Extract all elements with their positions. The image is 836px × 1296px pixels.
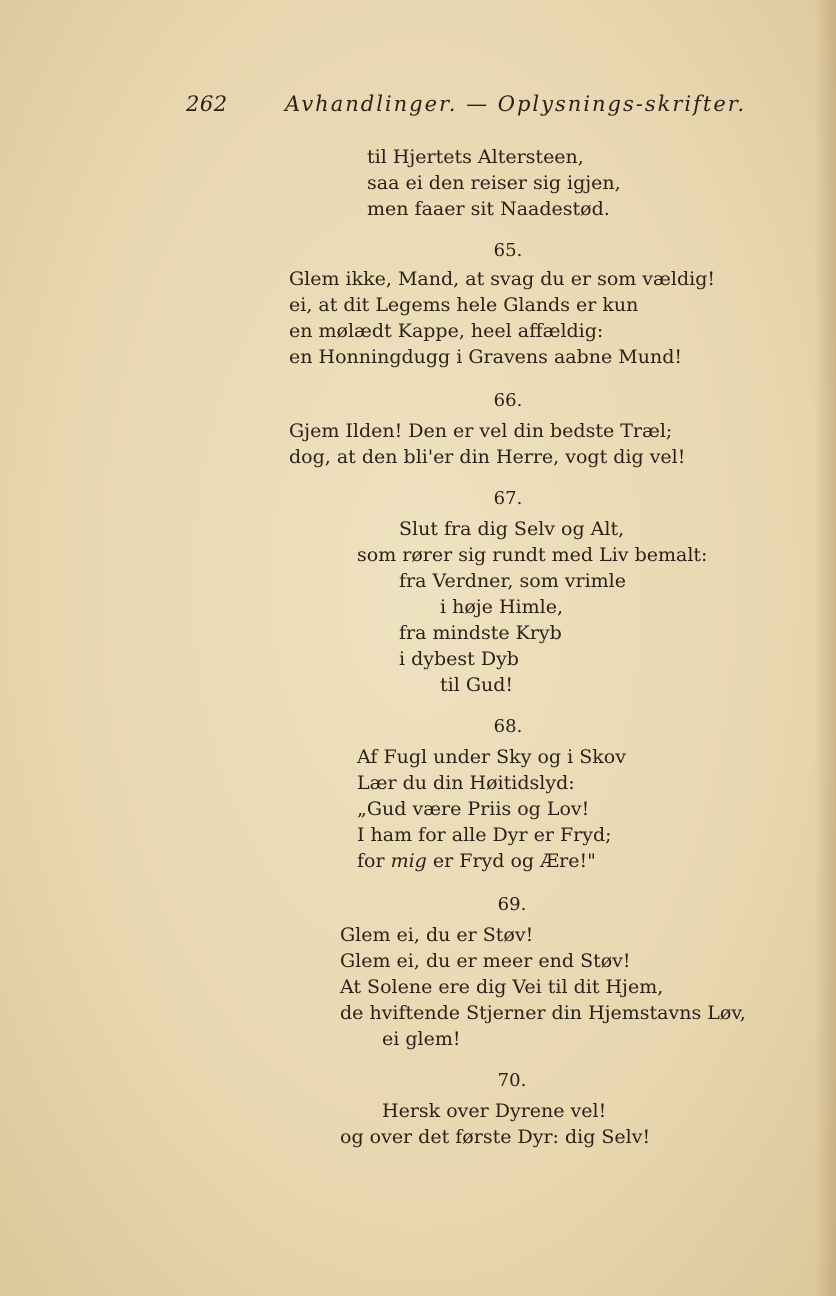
page-number: 262 bbox=[186, 92, 228, 116]
poem-line: ei, at dit Legems hele Glands er kun bbox=[289, 294, 639, 316]
poem-line: og over det første Dyr: dig Selv! bbox=[340, 1126, 651, 1148]
page-edge-shadow bbox=[814, 0, 836, 1296]
poem-line: til Hjertets Altersteen, bbox=[367, 146, 584, 168]
poem-line: en Honningdugg i Gravens aabne Mund! bbox=[289, 346, 683, 368]
poem-line bbox=[357, 848, 596, 874]
poem-line: Af Fugl under Sky og i Skov bbox=[357, 746, 626, 768]
section-number: 67. bbox=[493, 488, 523, 509]
poem-line: „Gud være Priis og Lov! bbox=[357, 798, 590, 820]
poem-line-suffix: er Fryd og Ære!" bbox=[426, 850, 596, 872]
running-title: Avhandlinger. — Oplysnings-skrifter. bbox=[285, 92, 747, 116]
poem-line: Slut fra dig Selv og Alt, bbox=[399, 518, 625, 540]
poem-line: de hviftende Stjerner din Hjemstavns Løv, bbox=[340, 1002, 746, 1024]
poem-line: I ham for alle Dyr er Fryd; bbox=[357, 824, 612, 846]
emphasis-word: mig bbox=[390, 850, 427, 872]
poem-line: som rører sig rundt med Liv bemalt: bbox=[357, 544, 708, 566]
poem-line: i høje Himle, bbox=[440, 596, 563, 618]
poem-line: ei glem! bbox=[382, 1028, 461, 1050]
poem-line-prefix: for bbox=[357, 850, 391, 872]
section-number: 70. bbox=[497, 1070, 527, 1091]
poem-line: Glem ei, du er meer end Støv! bbox=[340, 950, 631, 972]
poem-line: en mølædt Kappe, heel affældig: bbox=[289, 320, 604, 342]
poem-line: dog, at den bli'er din Herre, vogt dig vel! bbox=[289, 446, 686, 468]
section-number: 68. bbox=[493, 716, 523, 737]
section-number: 66. bbox=[493, 390, 523, 411]
poem-line: Gjem Ilden! Den er vel din bedste Træl; bbox=[289, 420, 673, 442]
poem-line: men faaer sit Naadestød. bbox=[367, 198, 610, 220]
poem-line: Hersk over Dyrene vel! bbox=[382, 1100, 607, 1122]
poem-line: At Solene ere dig Vei til dit Hjem, bbox=[340, 976, 664, 998]
poem-line: i dybest Dyb bbox=[399, 648, 519, 670]
poem-line: fra Verdner, som vrimle bbox=[399, 570, 626, 592]
running-header bbox=[0, 92, 836, 122]
poem-line: Lær du din Høitidslyd: bbox=[357, 772, 575, 794]
poem-line: fra mindste Kryb bbox=[399, 622, 562, 644]
poem-line: Glem ei, du er Støv! bbox=[340, 924, 534, 946]
poem-line: Glem ikke, Mand, at svag du er som vældig! bbox=[289, 268, 716, 290]
poem-line: saa ei den reiser sig igjen, bbox=[367, 172, 621, 194]
section-number: 65. bbox=[493, 240, 523, 261]
section-number: 69. bbox=[497, 894, 527, 915]
poem-line: til Gud! bbox=[440, 674, 514, 696]
